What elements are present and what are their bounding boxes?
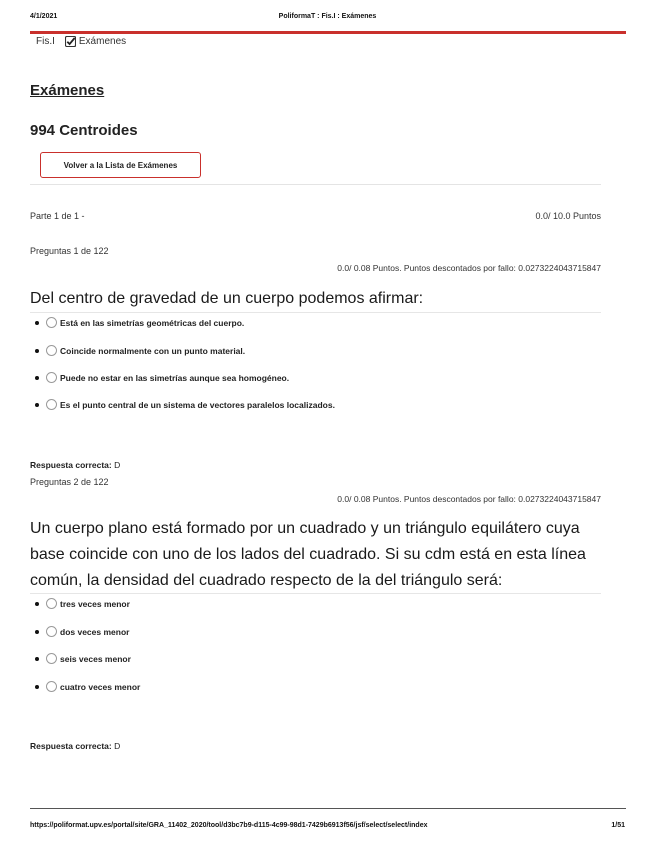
back-to-exam-list-button[interactable]: Volver a la Lista de Exámenes [40,152,201,178]
divider [30,593,601,594]
bullet-icon [35,376,39,380]
option-label: seis veces menor [60,653,131,664]
option-label: tres veces menor [60,598,130,609]
bullet-icon [35,657,39,661]
bullet-icon [35,630,39,634]
answer-option[interactable] [35,598,130,609]
option-label: dos veces menor [60,626,130,637]
exam-title: 994 Centroides [30,122,138,139]
bullet-icon [35,602,39,606]
radio-button[interactable] [46,399,57,410]
radio-button[interactable] [46,372,57,383]
part-label: Parte 1 de 1 - [30,211,85,221]
divider [30,312,601,313]
radio-button[interactable] [46,626,57,637]
option-label: Puede no estar en las simetrías aunque sea homogéneo. [60,372,290,383]
answer-option[interactable] [35,399,335,410]
print-header [0,13,655,25]
answer-option[interactable] [35,345,245,356]
site-header-bar [30,31,626,34]
option-label: Es el punto central de un sistema de vectores paralelos localizados. [60,399,335,410]
print-footer-url: https://poliformat.upv.es/portal/site/GRA_11402_2020/tool/d3bc7b9-d115-4c99-98d1-7429b6913f56/jsf/select/select/index [30,822,428,829]
bullet-icon [35,685,39,689]
bullet-icon [35,403,39,407]
question-count: Preguntas 1 de 122 [30,246,109,256]
question-text: Del centro de gravedad de un cuerpo podemos afirmar: [30,290,424,307]
page-section-title: Exámenes [30,82,105,99]
question-count: Preguntas 2 de 122 [30,477,109,487]
option-label: Está en las simetrías geométricas del cuerpo. [60,317,245,328]
answer-option[interactable] [35,372,289,383]
part-points: 0.0/ 10.0 Puntos [535,211,601,221]
answer-option[interactable] [35,681,140,692]
radio-button[interactable] [46,345,57,356]
question-text: Un cuerpo plano está formado por un cuadrado y un triángulo equilátero cuya base coincide con uno de los lados del cuadrado. Si su cdm está en esta línea común, la densidad del cuadrado respecto de la del triángulo será: [30,520,586,589]
radio-button[interactable] [46,653,57,664]
breadcrumb [36,36,126,47]
correct-answer [30,741,120,751]
answer-option[interactable] [35,626,129,637]
bullet-icon [35,321,39,325]
print-date: 4/1/2021 [30,13,58,20]
bullet-icon [35,349,39,353]
radio-button[interactable] [46,598,57,609]
option-label: Coincide normalmente con un punto material. [60,345,246,356]
print-title: PoliformaT : Fis.I : Exámenes [278,13,377,20]
radio-button[interactable] [46,681,57,692]
divider [30,184,601,185]
answer-option[interactable] [35,653,131,664]
breadcrumb-course[interactable]: Fis.I [36,36,55,47]
correct-answer-label: Respuesta correcta: [30,741,112,751]
correct-answer-label: Respuesta correcta: [30,460,112,470]
option-label: cuatro veces menor [60,681,141,692]
correct-answer-value: D [114,741,121,751]
correct-answer [30,460,120,470]
breadcrumb-tool[interactable]: Exámenes [78,36,127,47]
answer-option[interactable] [35,317,244,328]
question-points: 0.0/ 0.08 Puntos. Puntos descontados por fallo: 0.0273224043715847 [337,494,601,504]
checkbox-checked-icon [65,36,76,47]
footer-divider [30,808,626,809]
question-points: 0.0/ 0.08 Puntos. Puntos descontados por fallo: 0.0273224043715847 [337,263,601,273]
print-footer-page: 1/51 [611,822,625,829]
correct-answer-value: D [114,460,121,470]
radio-button[interactable] [46,317,57,328]
